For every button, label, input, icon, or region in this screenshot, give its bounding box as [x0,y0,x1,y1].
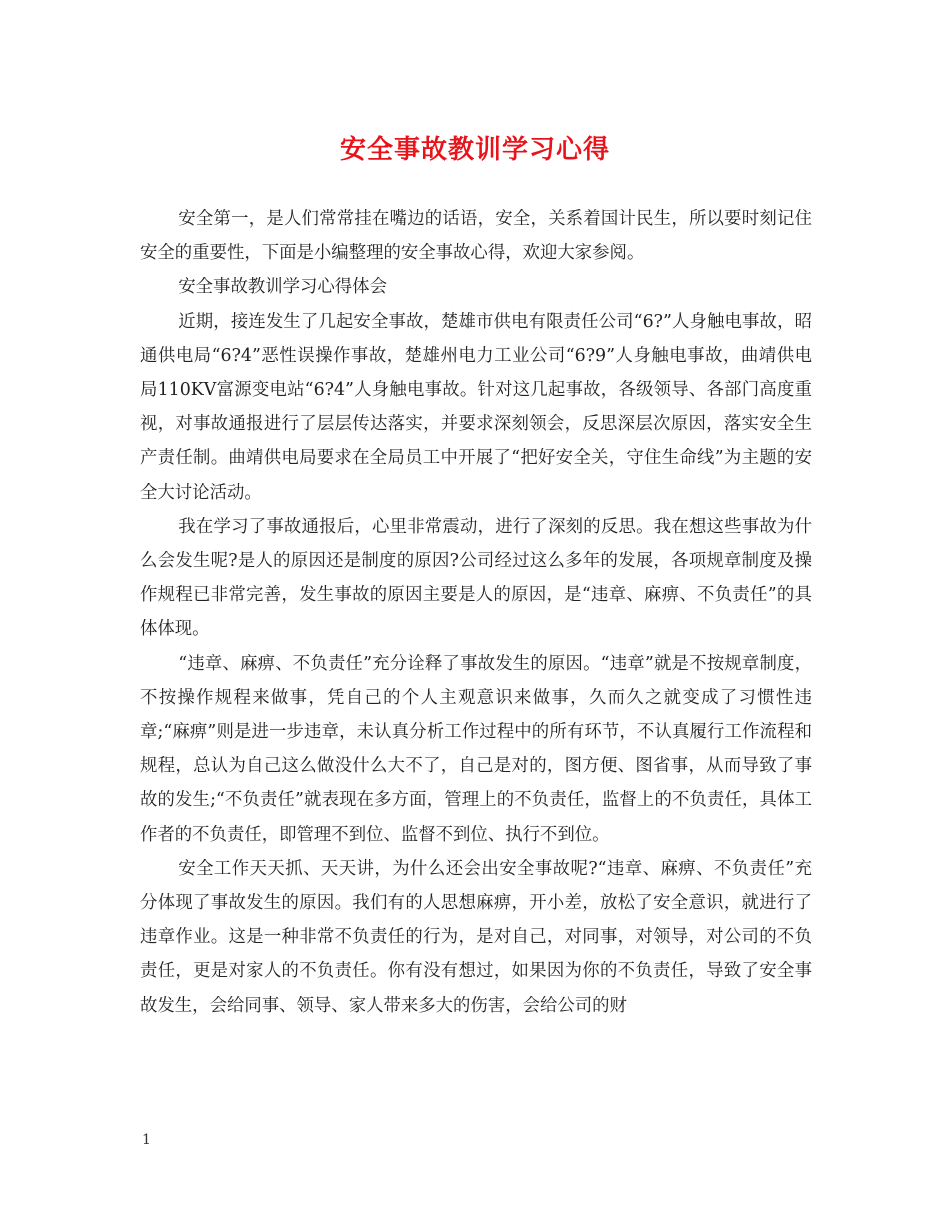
paragraph-subheading: 安全事故教训学习心得体会 [178,277,387,298]
document-title: 安全事故教训学习心得 [339,135,610,165]
paragraph-intro: 安全第一，是人们常常挂在嘴边的话语，安全，关系着国计民生，所以要时刻记住安全的重要性，下面是小编整理的安全事故心得，欢迎大家参阅。 [140,209,812,264]
document-body [140,202,812,1023]
page-number: 1 [142,1132,151,1148]
paragraph-incidents: 近期，接连发生了几起安全事故，楚雄市供电有限责任公司“6?”人身触电事故，昭通供电局“6?4”恶性误操作事故，楚雄州电力工业公司“6?9”人身触电事故，曲靖供电局110KV富源变电站“6?4”人身触电事故。针对这几起事故，各级领导、各部门高度重视，对事故通报进行了层层传达落实，并要求深刻领会，反思深层次原因，落实安全生产责任制。曲靖供电局要求在全局员工中开展了“把好安全关，守住生命线”为主题的安全大讨论活动。 [140,311,812,503]
paragraph-causes: “违章、麻痹、不负责任”充分诠释了事故发生的原因。“违章”就是不按规章制度，不按操作规程来做事，凭自己的个人主观意识来做事，久而久之就变成了习惯性违章;“麻痹”则是进一步违章，未认真分析工作过程中的所有环节，不认真履行工作流程和规程，总认为自己这么做没什么大不了，自己是对的，图方便、图省事，从而导致了事故的发生;“不负责任”就表现在多方面，管理上的不负责任，监督上的不负责任，具体工作者的不负责任，即管理不到位、监督不到位、执行不到位。 [140,653,812,845]
paragraph-responsibility: 安全工作天天抓、天天讲，为什么还会出安全事故呢?“违章、麻痹、不负责任”充分体现了事故发生的原因。我们有的人思想麻痹，开小差，放松了安全意识，就进行了违章作业。这是一种非常不负责任的行为，是对自己，对同事，对领导，对公司的不负责任，更是对家人的不负责任。你有没有想过，如果因为你的不负责任，导致了安全事故发生，会给同事、领导、家人带来多大的伤害，会给公司的财 [140,858,812,1016]
paragraph-reflection: 我在学习了事故通报后，心里非常震动，进行了深刻的反思。我在想这些事故为什么会发生呢?是人的原因还是制度的原因?公司经过这么多年的发展，各项规章制度及操作规程已非常完善，发生事故的原因主要是人的原因，是“违章、麻痹、不负责任”的具体体现。 [140,516,812,640]
